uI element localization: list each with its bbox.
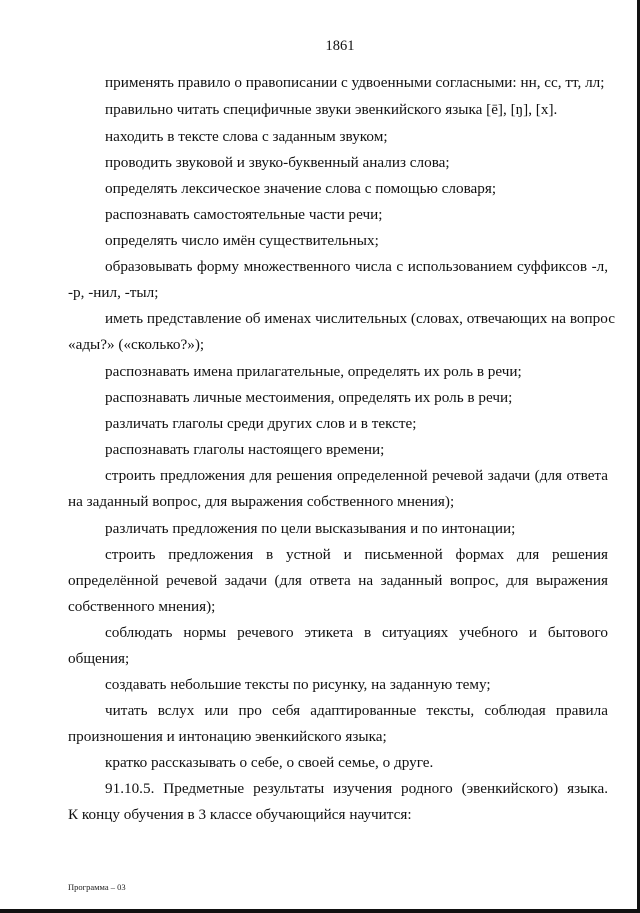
text-line: кратко рассказывать о себе, о своей семье, о друге. bbox=[105, 754, 434, 771]
footer-label: Программа – 03 bbox=[68, 882, 126, 892]
text-line: произношения и интонацию эвенкийского языка; bbox=[68, 728, 387, 745]
text-line: образовывать форму множественного числа с использованием суффиксов -л, bbox=[105, 258, 608, 275]
text-line: строить предложения в устной и письменной формах для решения bbox=[105, 546, 608, 563]
text-line: находить в тексте слова с заданным звуком; bbox=[105, 128, 388, 145]
text-line: распознавать личные местоимения, определять их роль в речи; bbox=[105, 389, 513, 406]
page-border-bottom bbox=[0, 909, 640, 913]
text-line: иметь представление об именах числительных (словах, отвечающих на вопрос bbox=[105, 310, 615, 327]
text-line: общения; bbox=[68, 650, 130, 667]
text-line: проводить звуковой и звуко-буквенный анализ слова; bbox=[105, 154, 450, 171]
text-line: распознавать самостоятельные части речи; bbox=[105, 206, 383, 223]
text-line: распознавать глаголы настоящего времени; bbox=[105, 441, 385, 458]
text-line: правильно читать специфичные звуки эвенкийского языка [ē], [ŋ], [x]. bbox=[105, 101, 558, 118]
text-line: определять число имён существительных; bbox=[105, 232, 379, 249]
text-line: различать глаголы среди других слов и в тексте; bbox=[105, 415, 417, 432]
section-heading: 91.10.5. Предметные результаты изучения родного (эвенкийского) языка. bbox=[105, 780, 608, 797]
text-line: соблюдать нормы речевого этикета в ситуациях учебного и бытового bbox=[105, 624, 608, 641]
text-line: создавать небольшие тексты по рисунку, на заданную тему; bbox=[105, 676, 491, 693]
text-line: собственного мнения); bbox=[68, 598, 216, 615]
text-line: читать вслух или про себя адаптированные тексты, соблюдая правила bbox=[105, 702, 608, 719]
text-line: распознавать имена прилагательные, определять их роль в речи; bbox=[105, 363, 522, 380]
text-line: строить предложения для решения определенной речевой задачи (для ответа bbox=[105, 467, 608, 484]
text-line: определённой речевой задачи (для ответа на заданный вопрос, для выражения bbox=[68, 572, 608, 589]
text-line: «ады?» («сколько?»); bbox=[68, 336, 205, 353]
page-number: 1861 bbox=[325, 38, 355, 54]
text-line: К концу обучения в 3 классе обучающийся научится: bbox=[68, 806, 412, 823]
text-line: применять правило о правописании с удвоенными согласными: нн, сс, тт, лл; bbox=[105, 74, 605, 91]
text-line: на заданный вопрос, для выражения собственного мнения); bbox=[68, 493, 455, 510]
text-line: определять лексическое значение слова с помощью словаря; bbox=[105, 180, 497, 197]
text-line: -р, -нил, -тыл; bbox=[68, 284, 159, 301]
text-line: различать предложения по цели высказывания и по интонации; bbox=[105, 520, 516, 537]
